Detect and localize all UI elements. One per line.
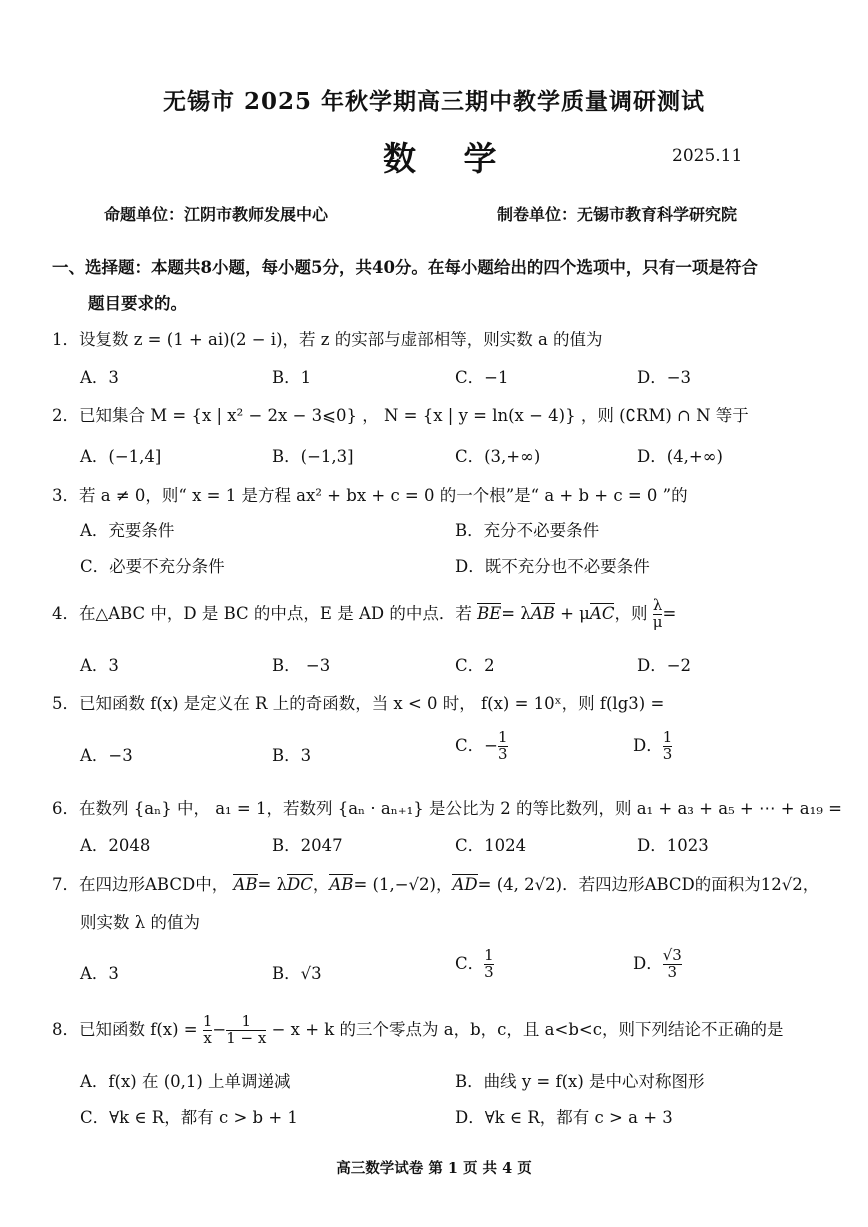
option-d [633, 948, 682, 981]
stem-part: − [212, 1019, 227, 1039]
option-c: C．1024 [455, 836, 527, 855]
question-number: 7． [52, 875, 79, 894]
option-a: A．3 [80, 656, 119, 675]
option-label: C．− [455, 735, 498, 755]
exam-title: 无锡市 2025 年秋学期高三期中教学质量调研测试 [162, 88, 706, 115]
option-c: C．2 [455, 656, 495, 675]
option-a: A．充要条件 [80, 521, 175, 540]
frac-den: 3 [663, 964, 682, 981]
vector-dc: DC [287, 875, 313, 894]
option-b: B．2047 [272, 836, 343, 855]
question-number: 8． [52, 1019, 79, 1039]
vector-ad: AD [452, 875, 478, 894]
stem-part: = [662, 603, 677, 623]
option-d: D．(4,+∞) [637, 447, 723, 466]
option-c: C．必要不充分条件 [80, 557, 225, 576]
frac-den: 3 [497, 744, 508, 763]
section-heading: 一、选择题：本题共8小题，每小题5分，共40分。在每小题给出的四个选项中，只有一项是符合 [52, 258, 758, 277]
frac-den: 3 [662, 744, 673, 763]
stem-part: = (4, 2√2)．若四边形ABCD的面积为12√2， [477, 875, 820, 894]
page-footer: 高三数学试卷 第 1 页 共 4 页 [336, 1160, 532, 1177]
option-d: D．∀k ∈ R，都有 c > a + 3 [455, 1108, 673, 1127]
option-a: A．−3 [80, 746, 133, 765]
question-number: 3． [52, 486, 79, 505]
frac-den: 3 [484, 962, 494, 981]
exam-date: 2025.11 [672, 146, 743, 166]
option-c: C．∀k ∈ R，都有 c > b + 1 [80, 1108, 298, 1127]
vector-ab: AB [329, 875, 354, 894]
frac-den: 1 − x [226, 1028, 267, 1047]
subject-title: 数 学 [383, 139, 515, 178]
question-number: 2． [52, 406, 79, 425]
option-b: B．√3 [272, 964, 322, 983]
question-number: 1． [52, 330, 79, 349]
option-b: B． −3 [272, 656, 331, 675]
frac-den: μ [652, 612, 663, 631]
stem-part: − x + k 的三个零点为 a，b，c，且 a<b<c，则下列结论不正确的是 [271, 1019, 784, 1039]
option-label: D． [633, 735, 663, 755]
option-d: D．−2 [637, 656, 692, 675]
option-a: A．3 [80, 368, 119, 387]
option-label: C． [455, 953, 485, 973]
question-1 [52, 326, 603, 350]
question-stem: 在△ABC 中，D 是 BC 的中点，E 是 AD 的中点．若 [79, 603, 472, 623]
option-d [633, 730, 672, 763]
option-b: B．3 [272, 746, 312, 765]
option-d: D．−3 [637, 368, 692, 387]
question-number: 5． [52, 694, 79, 713]
option-d: D．1023 [637, 836, 709, 855]
fraction [484, 948, 494, 981]
question-7 [52, 871, 819, 895]
question-8 [52, 1014, 783, 1047]
question-3 [52, 482, 688, 506]
stem-part: ，则 [614, 603, 648, 623]
proposer-unit: 命题单位：江阴市教师发展中心 [104, 205, 329, 224]
question-stem: 在四边形ABCD中， [79, 875, 229, 894]
fraction [498, 730, 508, 763]
question-4 [52, 598, 676, 631]
frac-num: √3 [662, 946, 682, 964]
stem-part: + μ [560, 603, 590, 623]
stem-part: ， [312, 875, 330, 894]
question-stem: 已知函数 f(x) = [79, 1019, 198, 1039]
frac-num: 1 [241, 1012, 252, 1030]
fraction [226, 1014, 266, 1047]
question-7-cont: 则实数 λ 的值为 [80, 913, 200, 932]
question-number: 6． [52, 799, 79, 818]
option-b: B．充分不必要条件 [455, 521, 600, 540]
option-b: B．曲线 y = f(x) 是中心对称图形 [455, 1072, 705, 1091]
option-label: D． [633, 953, 663, 973]
option-a: A．2048 [80, 836, 151, 855]
stem-part: = λ [257, 875, 288, 894]
vector-be: BE [477, 603, 502, 623]
vector-ab: AB [530, 603, 555, 623]
option-a: A．f(x) 在 (0,1) 上单调递减 [80, 1072, 291, 1091]
option-d: D．既不充分也不必要条件 [455, 557, 650, 576]
option-c [455, 948, 494, 981]
fraction [663, 948, 682, 981]
question-stem: 设复数 z = (1 + ai)(2 − i)，若 z 的实部与虚部相等，则实数 a 的值为 [79, 330, 603, 349]
question-stem: 已知集合 M = {x | x² − 2x − 3⩽0} ， N = {x | y = ln(x − 4)} ，则 (∁RM) ∩ N 等于 [79, 406, 749, 425]
option-b: B．1 [272, 368, 312, 387]
frac-num: λ [652, 596, 663, 614]
question-stem: 在数列 {aₙ} 中， a₁ = 1，若数列 {aₙ · aₙ₊₁} 是公比为 2 的等比数列，则 a₁ + a₃ + a₅ + ⋯ + a₁₉ = [79, 799, 842, 818]
fraction [663, 730, 673, 763]
section-heading-cont: 题目要求的。 [88, 294, 187, 313]
option-a: A．3 [80, 964, 119, 983]
vector-ab: AB [233, 875, 258, 894]
fraction [203, 1014, 213, 1047]
frac-num: 1 [497, 728, 508, 746]
frac-num: 1 [202, 1012, 213, 1030]
option-c [455, 730, 508, 763]
vector-ac: AC [589, 603, 615, 623]
stem-part: = λ [501, 603, 531, 623]
frac-num: 1 [484, 946, 494, 964]
question-stem: 已知函数 f(x) 是定义在 R 上的奇函数，当 x < 0 时， f(x) = 10ˣ，则 f(lg3) = [79, 694, 665, 713]
frac-num: 1 [662, 728, 673, 746]
option-c: C．−1 [455, 368, 509, 387]
question-stem: 若 a ≠ 0，则“ x = 1 是方程 ax² + bx + c = 0 的一个根”是“ a + b + c = 0 ”的 [79, 486, 688, 505]
option-c: C．(3,+∞) [455, 447, 541, 466]
producer-unit: 制卷单位：无锡市教育科学研究院 [497, 205, 738, 224]
fraction-lambda-mu [653, 598, 663, 631]
question-2 [52, 402, 749, 426]
question-6 [52, 795, 842, 819]
question-5 [52, 690, 664, 714]
option-b: B．(−1,3] [272, 447, 354, 466]
question-number: 4． [52, 603, 79, 623]
stem-part: = (1,−√2)， [353, 875, 453, 894]
option-a: A．(−1,4] [80, 447, 162, 466]
frac-den: x [203, 1028, 212, 1047]
